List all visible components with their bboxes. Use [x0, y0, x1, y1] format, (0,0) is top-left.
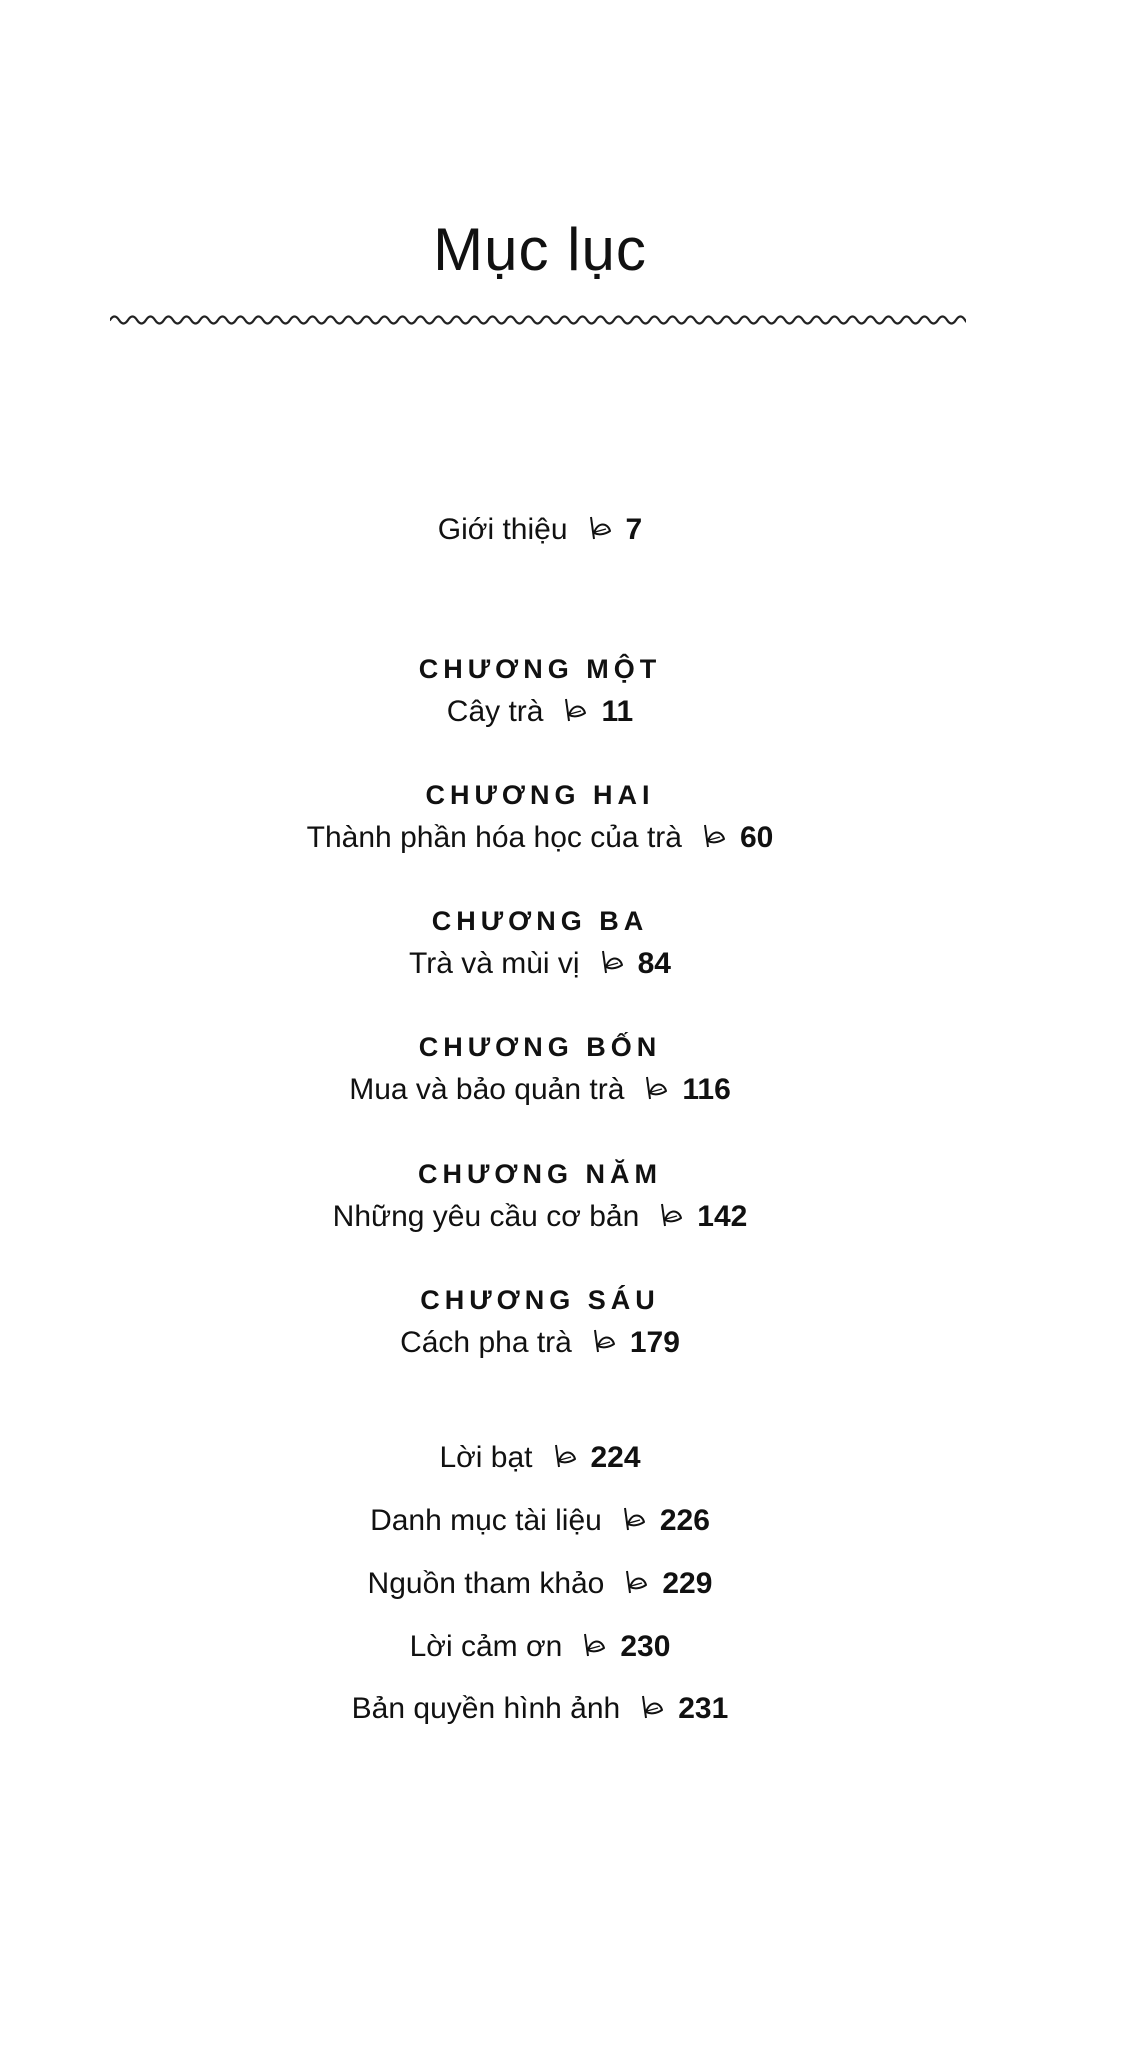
toc-entry-chapter-2[interactable] [0, 823, 1080, 853]
leaf-icon [598, 949, 624, 975]
entry-page-number: 7 [625, 513, 643, 546]
entry-page-number: 230 [620, 1630, 671, 1663]
toc-entry-chapter-4[interactable] [0, 1075, 1080, 1105]
toc-entry-backmatter[interactable] [0, 1443, 1080, 1473]
entry-label: Lời cảm ơn [409, 1630, 563, 1663]
entry-page-number: 11 [601, 695, 634, 728]
chapter-heading: CHƯƠNG HAI [425, 780, 655, 810]
leaf-icon [561, 697, 587, 723]
page-title: Mục lục [433, 216, 647, 283]
entry-page-number: 179 [629, 1326, 680, 1359]
toc-entry-backmatter[interactable] [0, 1632, 1080, 1662]
entry-page-number: 60 [739, 821, 774, 854]
leaf-icon [622, 1569, 648, 1595]
leaf-icon [638, 1694, 664, 1720]
leaf-icon [657, 1202, 683, 1228]
entry-page-number: 84 [637, 947, 671, 980]
leaf-icon [551, 1443, 577, 1469]
entry-page-number: 229 [662, 1567, 713, 1600]
entry-page-number: 224 [590, 1441, 641, 1474]
entry-label: Cách pha trà [400, 1326, 572, 1359]
wavy-divider [110, 308, 966, 332]
toc-entry-chapter-6[interactable] [0, 1328, 1080, 1358]
chapter-heading: CHƯƠNG NĂM [418, 1159, 662, 1189]
leaf-icon [642, 1075, 668, 1101]
toc-entry-backmatter[interactable] [0, 1569, 1080, 1599]
entry-label: Thành phần hóa học của trà [306, 821, 682, 854]
leaf-icon [580, 1632, 606, 1658]
leaf-icon [590, 1328, 616, 1354]
toc-entry-chapter-1[interactable] [0, 697, 1080, 727]
toc-entry-backmatter[interactable] [0, 1506, 1080, 1536]
toc-entry-chapter-5[interactable] [0, 1202, 1080, 1232]
leaf-icon [586, 515, 612, 541]
entry-label: Những yêu cầu cơ bản [332, 1200, 640, 1233]
leaf-icon [700, 823, 726, 849]
entry-page-number: 226 [659, 1504, 710, 1537]
entry-label: Cây trà [446, 695, 544, 728]
entry-page-number: 231 [678, 1692, 729, 1725]
chapter-heading: CHƯƠNG BA [431, 906, 649, 936]
entry-label: Giới thiệu [437, 513, 568, 546]
entry-label: Nguồn tham khảo [367, 1567, 605, 1600]
entry-page-number: 142 [697, 1200, 748, 1233]
entry-label: Mua và bảo quản trà [349, 1073, 625, 1106]
entry-label: Danh mục tài liệu [370, 1504, 602, 1537]
toc-entry-intro[interactable] [0, 515, 1080, 545]
chapter-heading: CHƯƠNG BỐN [418, 1032, 662, 1062]
entry-page-number: 116 [682, 1073, 731, 1106]
toc-entry-backmatter[interactable] [0, 1694, 1080, 1724]
entry-label: Trà và mùi vị [409, 947, 580, 980]
chapter-heading: CHƯƠNG SÁU [420, 1285, 660, 1315]
entry-label: Bản quyền hình ảnh [351, 1692, 621, 1725]
entry-label: Lời bạt [439, 1441, 533, 1474]
chapter-heading: CHƯƠNG MỘT [418, 654, 662, 684]
leaf-icon [620, 1506, 646, 1532]
toc-entry-chapter-3[interactable] [0, 949, 1080, 979]
